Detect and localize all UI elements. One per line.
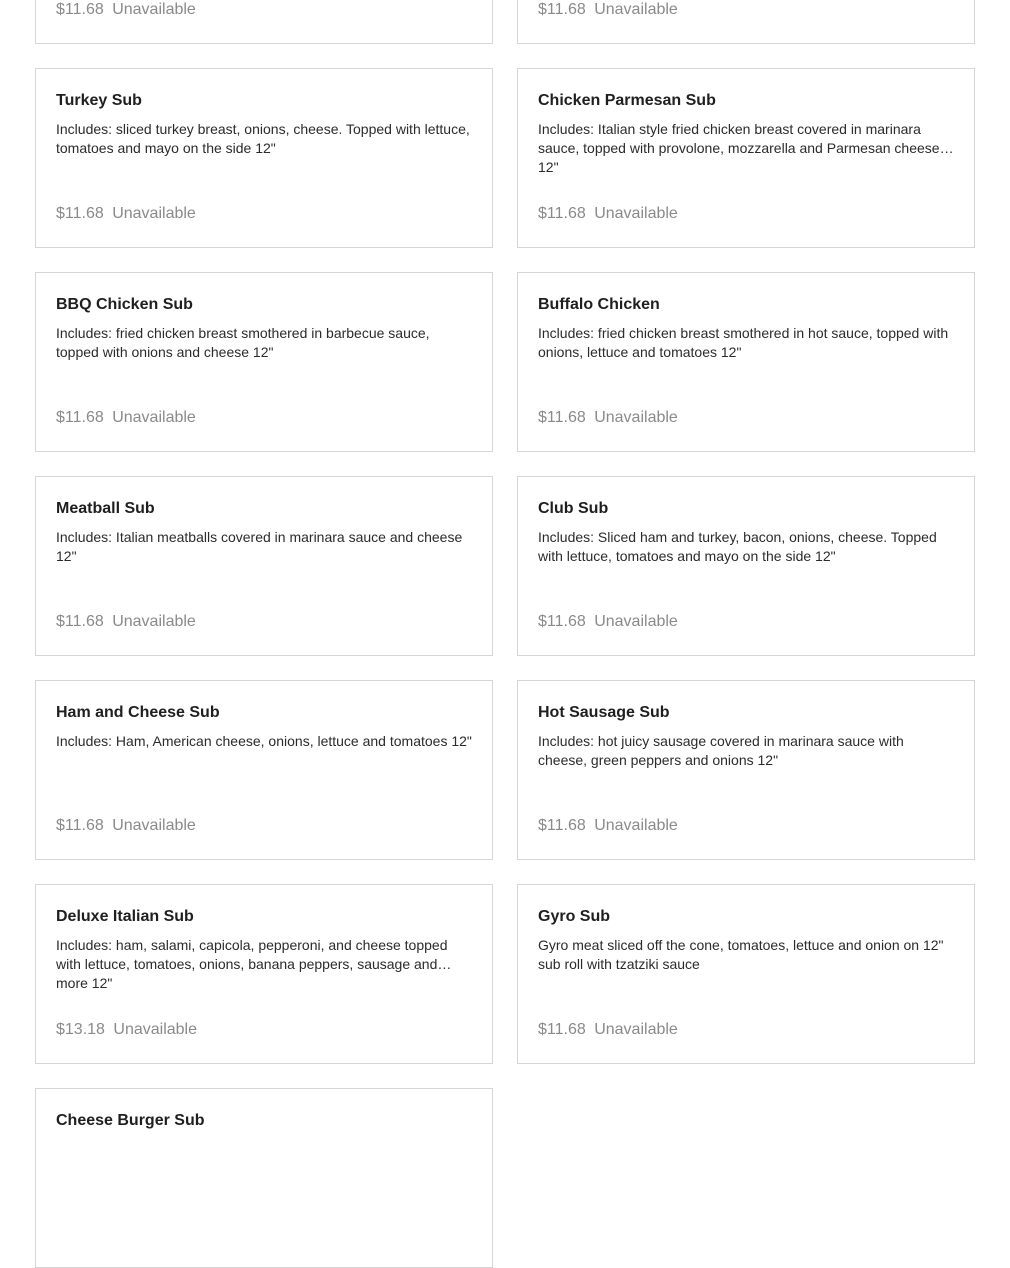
- menu-item-card[interactable]: [517, 884, 975, 1064]
- menu-item-description: Includes: Ham, American cheese, onions, lettuce and tomatoes 12": [56, 733, 472, 749]
- menu-item-price: $11.68: [538, 205, 586, 222]
- menu-item-description: Includes: Italian style fried chicken breast covered in marinara sauce, topped with provolone, mozzarella and Parmesan cheese 12": [538, 121, 940, 175]
- menu-item-price: $11.68: [538, 409, 586, 426]
- menu-item-price: $11.68: [56, 1, 104, 18]
- menu-item-name: Chicken Parmesan Sub: [538, 92, 716, 109]
- menu-item-name: Club Sub: [538, 500, 609, 517]
- menu-item-description: Includes: fried chicken breast smothered in hot sauce, topped with onions, lettuce and tomatoes 12": [538, 325, 949, 360]
- menu-item-description: Includes: fried chicken breast smothered in barbecue sauce, topped with onions and cheese 12": [56, 325, 430, 360]
- menu-item-status: Unavailable: [594, 1021, 678, 1038]
- menu-item-card[interactable]: [517, 0, 975, 44]
- menu-item-card[interactable]: [517, 680, 975, 860]
- menu-item-price: $11.68: [56, 613, 104, 630]
- menu-item-description: Includes: ham, salami, capicola, pepperoni, and cheese topped with lettuce, tomatoes, onions, banana peppers, sausage and more 12": [56, 937, 448, 991]
- menu-item-status: Unavailable: [112, 817, 196, 834]
- menu-item-name: Cheese Burger Sub: [56, 1112, 205, 1129]
- menu-item-price-row: [538, 816, 678, 836]
- menu-item-price: $11.68: [56, 409, 104, 426]
- menu-item-price-row: [538, 612, 678, 632]
- menu-item-status: Unavailable: [594, 817, 678, 834]
- menu-item-name: Buffalo Chicken: [538, 296, 660, 313]
- menu-item-price-row: [56, 612, 196, 632]
- menu-item-card[interactable]: [35, 1088, 493, 1268]
- menu-item-card[interactable]: [35, 68, 493, 248]
- menu-item-price-row: [56, 0, 196, 20]
- menu-item-price: $11.68: [538, 817, 586, 834]
- menu-item-price-row: [56, 816, 196, 836]
- menu-item-price-row: [538, 408, 678, 428]
- menu-item-status: Unavailable: [594, 205, 678, 222]
- menu-item-card[interactable]: [35, 884, 493, 1064]
- menu-item-price: $11.68: [538, 1, 586, 18]
- menu-item-status: Unavailable: [594, 1, 678, 18]
- menu-item-status: Unavailable: [112, 613, 196, 630]
- menu-item-status: Unavailable: [112, 205, 196, 222]
- menu-item-name: Turkey Sub: [56, 92, 142, 109]
- menu-item-description: Includes: hot juicy sausage covered in marinara sauce with cheese, green peppers and onions 12": [538, 733, 904, 768]
- menu-item-description: Includes: Sliced ham and turkey, bacon, onions, cheese. Topped with lettuce, tomatoes and mayo on the side 12": [538, 529, 937, 564]
- menu-item-card[interactable]: [35, 272, 493, 452]
- menu-item-price-row: [56, 1020, 197, 1040]
- menu-item-status: Unavailable: [112, 409, 196, 426]
- menu-item-card[interactable]: [517, 476, 975, 656]
- menu-item-card[interactable]: [35, 0, 493, 44]
- menu-item-status: Unavailable: [594, 613, 678, 630]
- menu-item-card[interactable]: [35, 680, 493, 860]
- menu-item-name: Hot Sausage Sub: [538, 704, 670, 721]
- menu-item-price: $13.18: [56, 1021, 105, 1038]
- menu-item-price: $11.68: [56, 205, 104, 222]
- menu-item-description: Gyro meat sliced off the cone, tomatoes, lettuce and onion on 12" sub roll with tzatziki sauce: [538, 937, 944, 972]
- menu-item-name: Ham and Cheese Sub: [56, 704, 220, 721]
- menu-item-price-row: [56, 1224, 60, 1244]
- menu-item-price: $11.68: [538, 613, 586, 630]
- menu-item-grid: [35, 0, 975, 1268]
- menu-item-price-row: [56, 408, 196, 428]
- menu-item-name: BBQ Chicken Sub: [56, 296, 193, 313]
- menu-item-status: Unavailable: [113, 1021, 197, 1038]
- menu-item-status: Unavailable: [112, 1, 196, 18]
- menu-item-description: Includes: sliced turkey breast, onions, cheese. Topped with lettuce, tomatoes and mayo on the side 12": [56, 121, 470, 156]
- menu-item-name: Gyro Sub: [538, 908, 611, 925]
- menu-item-price-row: [538, 0, 678, 20]
- menu-item-price-row: [538, 1020, 678, 1040]
- menu-item-price-row: [538, 204, 678, 224]
- menu-item-status: Unavailable: [594, 409, 678, 426]
- menu-item-card[interactable]: [35, 476, 493, 656]
- menu-item-card[interactable]: [517, 272, 975, 452]
- menu-item-name: Meatball Sub: [56, 500, 155, 517]
- menu-item-price: $11.68: [538, 1021, 586, 1038]
- menu-item-price: $11.68: [56, 817, 104, 834]
- menu-item-name: Deluxe Italian Sub: [56, 908, 194, 925]
- menu-item-description: Includes: Italian meatballs covered in marinara sauce and cheese 12": [56, 529, 463, 564]
- menu-item-card[interactable]: [517, 68, 975, 248]
- menu-item-price-row: [56, 204, 196, 224]
